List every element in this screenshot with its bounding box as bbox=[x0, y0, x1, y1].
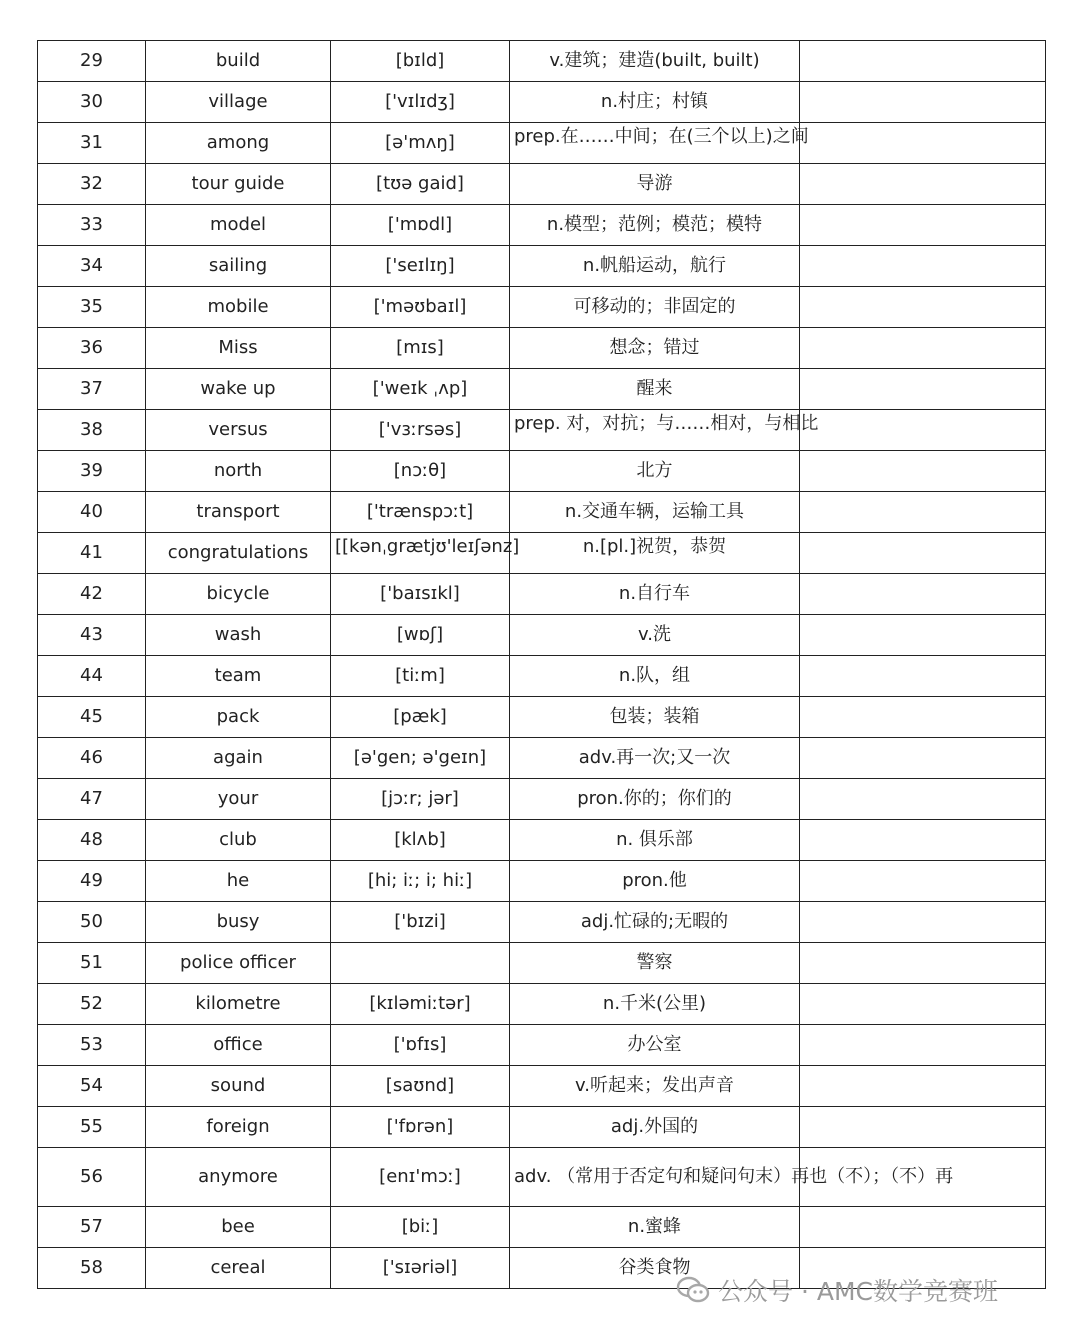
phonetic-cell: ['sɪəriəl] bbox=[331, 1248, 510, 1289]
row-number-cell: 34 bbox=[38, 246, 146, 287]
phonetic-cell: [jɔːr; jər] bbox=[331, 779, 510, 820]
word-cell: model bbox=[146, 205, 331, 246]
word-cell: pack bbox=[146, 697, 331, 738]
word-cell: among bbox=[146, 123, 331, 164]
phonetic-cell: [kɪləmiːtər] bbox=[331, 984, 510, 1025]
table-row bbox=[38, 287, 1046, 328]
word-cell: team bbox=[146, 656, 331, 697]
meaning-cell: adj.外国的 bbox=[510, 1107, 800, 1148]
meaning-cell: 谷类食物 bbox=[510, 1248, 800, 1289]
phonetic-cell: [hi; iː; i; hiː] bbox=[331, 861, 510, 902]
vocabulary-table-container bbox=[37, 40, 1041, 1289]
phonetic-cell-text: [[kənˌgrætjʊ'leɪʃənz] bbox=[335, 536, 520, 557]
blank-cell bbox=[800, 656, 1046, 697]
phonetic-cell: [enɪ'mɔː] bbox=[331, 1148, 510, 1207]
word-cell: village bbox=[146, 82, 331, 123]
table-row bbox=[38, 697, 1046, 738]
meaning-cell: v.洗 bbox=[510, 615, 800, 656]
meaning-cell: adj.忙碌的;无暇的 bbox=[510, 902, 800, 943]
row-number-cell: 31 bbox=[38, 123, 146, 164]
phonetic-cell: ['baɪsɪkl] bbox=[331, 574, 510, 615]
table-row bbox=[38, 205, 1046, 246]
table-row bbox=[38, 410, 1046, 451]
meaning-cell: v.听起来；发出声音 bbox=[510, 1066, 800, 1107]
meaning-cell: n. 俱乐部 bbox=[510, 820, 800, 861]
blank-cell bbox=[800, 779, 1046, 820]
word-cell: sailing bbox=[146, 246, 331, 287]
blank-cell bbox=[800, 738, 1046, 779]
phonetic-cell: [ə'mʌŋ] bbox=[331, 123, 510, 164]
word-cell: sound bbox=[146, 1066, 331, 1107]
blank-cell bbox=[800, 1207, 1046, 1248]
table-row bbox=[38, 328, 1046, 369]
blank-cell bbox=[800, 164, 1046, 205]
meaning-cell: pron.你的；你们的 bbox=[510, 779, 800, 820]
table-row bbox=[38, 1207, 1046, 1248]
meaning-cell: n.交通车辆，运输工具 bbox=[510, 492, 800, 533]
table-row bbox=[38, 82, 1046, 123]
table-row bbox=[38, 1107, 1046, 1148]
blank-cell bbox=[800, 205, 1046, 246]
blank-cell bbox=[800, 943, 1046, 984]
blank-cell bbox=[800, 410, 1046, 451]
meaning-cell: 包装；装箱 bbox=[510, 697, 800, 738]
meaning-cell: adv. （常用于否定句和疑问句末）再也（不）；（不）再 bbox=[510, 1148, 800, 1207]
table-row bbox=[38, 123, 1046, 164]
meaning-cell: n.帆船运动，航行 bbox=[510, 246, 800, 287]
table-row bbox=[38, 533, 1046, 574]
row-number-cell: 44 bbox=[38, 656, 146, 697]
phonetic-cell: ['fɒrən] bbox=[331, 1107, 510, 1148]
word-cell: transport bbox=[146, 492, 331, 533]
row-number-cell: 46 bbox=[38, 738, 146, 779]
word-cell: foreign bbox=[146, 1107, 331, 1148]
row-number-cell: 40 bbox=[38, 492, 146, 533]
table-row bbox=[38, 246, 1046, 287]
phonetic-cell: ['məʊbaɪl] bbox=[331, 287, 510, 328]
table-row bbox=[38, 984, 1046, 1025]
phonetic-cell: ['mɒdl] bbox=[331, 205, 510, 246]
watermark bbox=[676, 1270, 998, 1310]
row-number-cell: 53 bbox=[38, 1025, 146, 1066]
word-cell: tour guide bbox=[146, 164, 331, 205]
row-number-cell: 51 bbox=[38, 943, 146, 984]
row-number-cell: 57 bbox=[38, 1207, 146, 1248]
word-cell: Miss bbox=[146, 328, 331, 369]
phonetic-cell: [nɔːθ] bbox=[331, 451, 510, 492]
word-cell: he bbox=[146, 861, 331, 902]
meaning-cell bbox=[510, 123, 809, 164]
row-number-cell: 49 bbox=[38, 861, 146, 902]
meaning-cell: pron.他 bbox=[510, 861, 800, 902]
row-number-cell: 36 bbox=[38, 328, 146, 369]
blank-cell bbox=[800, 328, 1046, 369]
vocabulary-table-body bbox=[38, 41, 1046, 1289]
blank-cell bbox=[800, 41, 1046, 82]
word-cell: kilometre bbox=[146, 984, 331, 1025]
phonetic-cell: [klʌb] bbox=[331, 820, 510, 861]
blank-cell bbox=[800, 861, 1046, 902]
word-cell: mobile bbox=[146, 287, 331, 328]
row-number-cell: 38 bbox=[38, 410, 146, 451]
phonetic-cell bbox=[331, 943, 510, 984]
phonetic-cell: ['vɜːrsəs] bbox=[331, 410, 510, 451]
vocabulary-table bbox=[37, 40, 1046, 1289]
meaning-cell: v.建筑；建造(built, built) bbox=[510, 41, 800, 82]
blank-cell bbox=[800, 123, 1046, 164]
row-number-cell: 45 bbox=[38, 697, 146, 738]
meaning-cell: 警察 bbox=[510, 943, 800, 984]
row-number-cell: 42 bbox=[38, 574, 146, 615]
meaning-cell-text: n.[pl.]祝贺，恭贺 bbox=[582, 536, 727, 557]
row-number-cell: 54 bbox=[38, 1066, 146, 1107]
table-row bbox=[38, 779, 1046, 820]
phonetic-cell: ['ɒfɪs] bbox=[331, 1025, 510, 1066]
meaning-cell: n.自行车 bbox=[510, 574, 800, 615]
meaning-cell bbox=[510, 533, 800, 574]
meaning-cell: n.村庄；村镇 bbox=[510, 82, 800, 123]
phonetic-cell: [tiːm] bbox=[331, 656, 510, 697]
phonetic-cell: ['trænspɔːt] bbox=[331, 492, 510, 533]
word-cell: police officer bbox=[146, 943, 331, 984]
word-cell: bee bbox=[146, 1207, 331, 1248]
table-row bbox=[38, 615, 1046, 656]
row-number-cell: 35 bbox=[38, 287, 146, 328]
word-cell: office bbox=[146, 1025, 331, 1066]
row-number-cell: 47 bbox=[38, 779, 146, 820]
phonetic-cell: [ə'gen; ə'geɪn] bbox=[331, 738, 510, 779]
meaning-cell: 可移动的；非固定的 bbox=[510, 287, 800, 328]
word-cell: anymore bbox=[146, 1148, 331, 1207]
table-row bbox=[38, 820, 1046, 861]
phonetic-cell: ['weɪk ˌʌp] bbox=[331, 369, 510, 410]
row-number-cell: 30 bbox=[38, 82, 146, 123]
blank-cell bbox=[800, 820, 1046, 861]
row-number-cell: 41 bbox=[38, 533, 146, 574]
table-row bbox=[38, 1148, 1046, 1207]
blank-cell bbox=[800, 1066, 1046, 1107]
blank-cell bbox=[800, 902, 1046, 943]
phonetic-cell: [bɪld] bbox=[331, 41, 510, 82]
row-number-cell: 37 bbox=[38, 369, 146, 410]
table-row bbox=[38, 451, 1046, 492]
word-cell: wake up bbox=[146, 369, 331, 410]
phonetic-cell: [biː] bbox=[331, 1207, 510, 1248]
phonetic-cell: [wɒʃ] bbox=[331, 615, 510, 656]
meaning-cell-text: prep.在……中间；在(三个以上)之间 bbox=[514, 126, 809, 147]
table-row bbox=[38, 369, 1046, 410]
blank-cell bbox=[800, 492, 1046, 533]
meaning-cell: 想念；错过 bbox=[510, 328, 800, 369]
row-number-cell: 52 bbox=[38, 984, 146, 1025]
blank-cell bbox=[800, 615, 1046, 656]
row-number-cell: 33 bbox=[38, 205, 146, 246]
blank-cell bbox=[800, 1025, 1046, 1066]
blank-cell bbox=[800, 984, 1046, 1025]
blank-cell bbox=[800, 697, 1046, 738]
row-number-cell: 32 bbox=[38, 164, 146, 205]
row-number-cell: 39 bbox=[38, 451, 146, 492]
word-cell: busy bbox=[146, 902, 331, 943]
word-cell: bicycle bbox=[146, 574, 331, 615]
meaning-cell: n.蜜蜂 bbox=[510, 1207, 800, 1248]
wechat-official-account-icon bbox=[676, 1275, 710, 1305]
word-cell: congratulations bbox=[146, 533, 331, 574]
row-number-cell: 43 bbox=[38, 615, 146, 656]
table-row bbox=[38, 738, 1046, 779]
blank-cell bbox=[800, 82, 1046, 123]
table-row bbox=[38, 902, 1046, 943]
phonetic-cell: ['vɪlɪdʒ] bbox=[331, 82, 510, 123]
row-number-cell: 56 bbox=[38, 1148, 146, 1207]
table-row bbox=[38, 574, 1046, 615]
blank-cell bbox=[800, 574, 1046, 615]
table-row bbox=[38, 1025, 1046, 1066]
phonetic-cell: ['bɪzi] bbox=[331, 902, 510, 943]
blank-cell bbox=[800, 1107, 1046, 1148]
phonetic-cell: [saʊnd] bbox=[331, 1066, 510, 1107]
meaning-cell: n.千米(公里) bbox=[510, 984, 800, 1025]
blank-cell bbox=[800, 369, 1046, 410]
phonetic-cell: [tʊə gaid] bbox=[331, 164, 510, 205]
meaning-cell: 醒来 bbox=[510, 369, 800, 410]
meaning-cell: 办公室 bbox=[510, 1025, 800, 1066]
row-number-cell: 55 bbox=[38, 1107, 146, 1148]
word-cell: north bbox=[146, 451, 331, 492]
word-cell: wash bbox=[146, 615, 331, 656]
table-row bbox=[38, 492, 1046, 533]
row-number-cell: 58 bbox=[38, 1248, 146, 1289]
meaning-cell: 北方 bbox=[510, 451, 800, 492]
word-cell: build bbox=[146, 41, 331, 82]
meaning-cell: 导游 bbox=[510, 164, 800, 205]
row-number-cell: 48 bbox=[38, 820, 146, 861]
phonetic-cell: [mɪs] bbox=[331, 328, 510, 369]
table-row bbox=[38, 656, 1046, 697]
blank-cell bbox=[800, 287, 1046, 328]
meaning-cell bbox=[510, 410, 819, 451]
watermark-text: 公众号 · AMC数学竞赛班 bbox=[718, 1277, 998, 1306]
table-row bbox=[38, 861, 1046, 902]
meaning-cell: n.模型；范例；模范；模特 bbox=[510, 205, 800, 246]
word-cell: again bbox=[146, 738, 331, 779]
word-cell: cereal bbox=[146, 1248, 331, 1289]
meaning-cell-text: prep. 对，对抗；与……相对，与相比 bbox=[514, 413, 819, 434]
table-row bbox=[38, 1066, 1046, 1107]
phonetic-cell: ['seɪlɪŋ] bbox=[331, 246, 510, 287]
blank-cell bbox=[800, 246, 1046, 287]
table-row bbox=[38, 41, 1046, 82]
row-number-cell: 29 bbox=[38, 41, 146, 82]
word-cell: versus bbox=[146, 410, 331, 451]
row-number-cell: 50 bbox=[38, 902, 146, 943]
meaning-cell: n.队，组 bbox=[510, 656, 800, 697]
word-cell: club bbox=[146, 820, 331, 861]
phonetic-cell bbox=[331, 533, 520, 574]
phonetic-cell: [pæk] bbox=[331, 697, 510, 738]
blank-cell bbox=[800, 533, 1046, 574]
table-row bbox=[38, 164, 1046, 205]
blank-cell bbox=[800, 451, 1046, 492]
table-row bbox=[38, 943, 1046, 984]
meaning-cell: adv.再一次;又一次 bbox=[510, 738, 800, 779]
word-cell: your bbox=[146, 779, 331, 820]
